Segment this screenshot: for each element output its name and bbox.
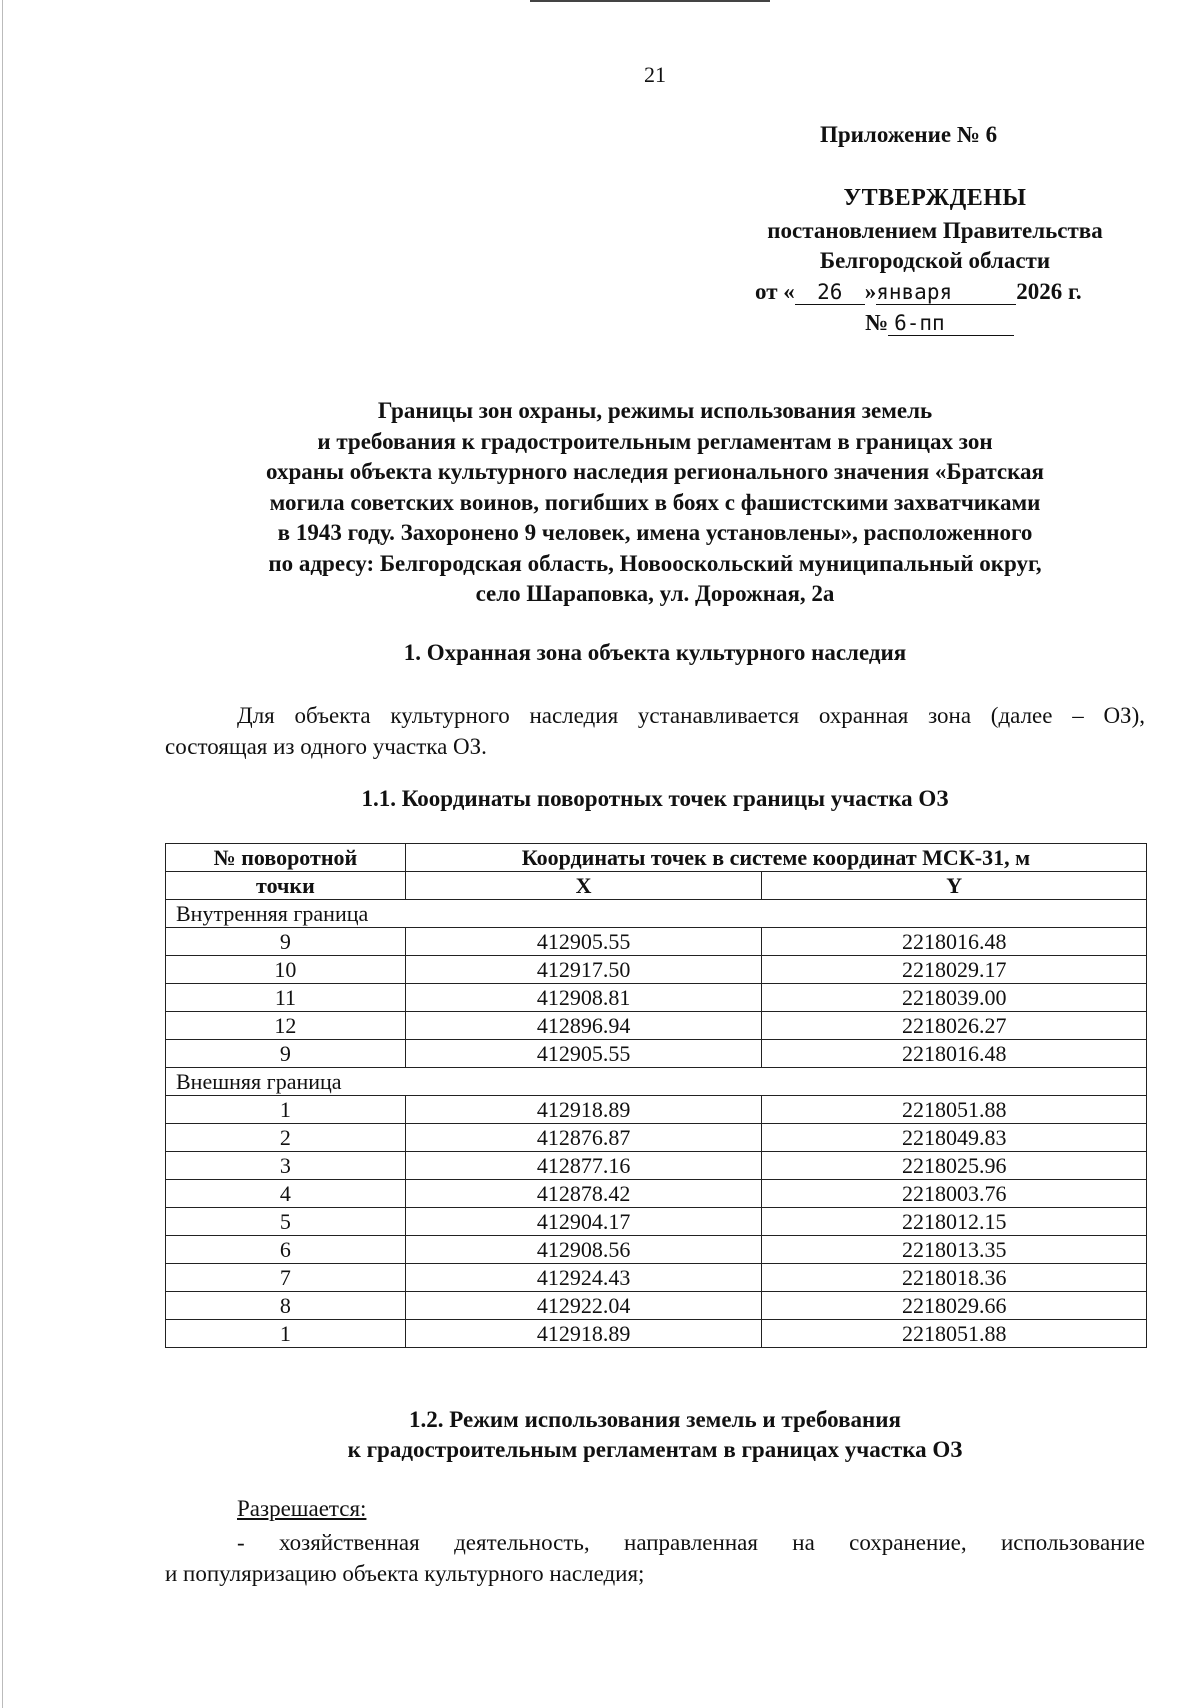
x-cell: 412922.04 (405, 1292, 762, 1320)
group-name: Внешняя граница (166, 1068, 1147, 1096)
y-cell: 2218051.88 (762, 1320, 1147, 1348)
heading-line: 1.2. Режим использования земель и требования (409, 1407, 901, 1432)
point-cell: 9 (166, 928, 406, 956)
point-cell: 11 (166, 984, 406, 1012)
y-cell: 2218018.36 (762, 1264, 1147, 1292)
point-cell: 4 (166, 1180, 406, 1208)
x-cell: 412876.87 (405, 1124, 762, 1152)
section-1-paragraph (165, 700, 1145, 762)
x-cell: 412904.17 (405, 1208, 762, 1236)
y-cell: 2218049.83 (762, 1124, 1147, 1152)
table-row (166, 1320, 1147, 1348)
point-cell: 3 (166, 1152, 406, 1180)
point-cell: 7 (166, 1264, 406, 1292)
y-cell: 2218013.35 (762, 1236, 1147, 1264)
y-cell: 2218025.96 (762, 1152, 1147, 1180)
table-row (166, 1236, 1147, 1264)
document-title (160, 396, 1150, 610)
appendix-label: Приложение № 6 (820, 122, 998, 147)
point-cell: 5 (166, 1208, 406, 1236)
header-point-number: № поворотной (166, 844, 406, 872)
y-cell: 2218039.00 (762, 984, 1147, 1012)
header-y: Y (762, 872, 1147, 900)
coordinates-table (165, 843, 1147, 1348)
y-cell: 2218016.48 (762, 928, 1147, 956)
y-cell: 2218003.76 (762, 1180, 1147, 1208)
title-line: и требования к градостроительным регламентам в границах зон (317, 428, 993, 454)
x-cell: 412905.55 (405, 928, 762, 956)
x-cell: 412908.81 (405, 984, 762, 1012)
title-line: Границы зон охраны, режимы использования земель (377, 398, 933, 423)
date-day: 26 (795, 280, 865, 305)
table-group-row (166, 900, 1147, 928)
section-1-1-heading: 1.1. Координаты поворотных точек границы участка ОЗ (361, 786, 949, 811)
allowed-item-1 (165, 1527, 1145, 1589)
header-x: X (405, 872, 762, 900)
y-cell: 2218012.15 (762, 1208, 1147, 1236)
table-row (166, 1096, 1147, 1124)
approval-line-2: Белгородской области (819, 248, 1051, 273)
point-cell: 2 (166, 1124, 406, 1152)
x-cell: 412918.89 (405, 1096, 762, 1124)
paragraph-line: и популяризацию объекта культурного наследия; (165, 1561, 645, 1586)
title-line: в 1943 году. Захоронено 9 человек, имена установлены», расположенного (277, 520, 1033, 545)
table-row (166, 1264, 1147, 1292)
point-cell: 12 (166, 1012, 406, 1040)
date-year: 2026 г. (1016, 279, 1082, 304)
table-row (166, 1124, 1147, 1152)
coordinates-table-body (166, 900, 1147, 1348)
y-cell: 2218029.17 (762, 956, 1147, 984)
heading-line: к градостроительным регламентам в границах участка ОЗ (347, 1437, 963, 1462)
number-prefix: № (865, 310, 889, 335)
table-row (166, 1292, 1147, 1320)
y-cell: 2218051.88 (762, 1096, 1147, 1124)
table-row (166, 1180, 1147, 1208)
approval-line-1: постановлением Правительства (767, 218, 1103, 243)
point-cell: 1 (166, 1320, 406, 1348)
x-cell: 412924.43 (405, 1264, 762, 1292)
approved-label: УТВЕРЖДЕНЫ (843, 185, 1027, 211)
y-cell: 2218016.48 (762, 1040, 1147, 1068)
date-month: января (876, 280, 1016, 305)
title-line: по адресу: Белгородская область, Новооскольский муниципальный округ, (268, 550, 1042, 576)
point-cell: 1 (166, 1096, 406, 1124)
title-line: могила советских воинов, погибших в боях с фашистскими захватчиками (269, 489, 1041, 515)
header-point-number-2: точки (166, 872, 406, 900)
table-row (166, 928, 1147, 956)
x-cell: 412908.56 (405, 1236, 762, 1264)
x-cell: 412917.50 (405, 956, 762, 984)
date-prefix: от « (755, 279, 795, 304)
group-name: Внутренняя граница (166, 900, 1147, 928)
title-line: охраны объекта культурного наследия регионального значения «Братская (266, 459, 1044, 484)
header-coordinates: Координаты точек в системе координат МСК-31, м (405, 844, 1146, 872)
table-row (166, 1152, 1147, 1180)
approval-number (865, 308, 1085, 338)
point-cell: 8 (166, 1292, 406, 1320)
x-cell: 412918.89 (405, 1320, 762, 1348)
point-cell: 6 (166, 1236, 406, 1264)
point-cell: 10 (166, 956, 406, 984)
x-cell: 412905.55 (405, 1040, 762, 1068)
table-row (166, 1208, 1147, 1236)
paragraph-line: - хозяйственная деятельность, направленная на сохранение, использование (237, 1530, 1145, 1555)
y-cell: 2218026.27 (762, 1012, 1147, 1040)
table-row (166, 1012, 1147, 1040)
x-cell: 412896.94 (405, 1012, 762, 1040)
y-cell: 2218029.66 (762, 1292, 1147, 1320)
table-row (166, 984, 1147, 1012)
allowed-label: Разрешается: (237, 1496, 367, 1521)
top-scan-rule (530, 0, 770, 2)
approval-date (755, 277, 1155, 307)
left-scan-edge (2, 0, 3, 1708)
number-value: 6-пп (888, 311, 1014, 336)
x-cell: 412877.16 (405, 1152, 762, 1180)
section-1-2-heading (160, 1405, 1150, 1465)
table-group-row (166, 1068, 1147, 1096)
page-number: 21 (644, 62, 666, 87)
date-mid: » (864, 279, 877, 304)
x-cell: 412878.42 (405, 1180, 762, 1208)
title-line: село Шараповка, ул. Дорожная, 2а (475, 581, 835, 606)
section-1-heading: 1. Охранная зона объекта культурного наследия (403, 640, 907, 665)
paragraph-line: состоящая из одного участка ОЗ. (165, 734, 487, 759)
table-row (166, 1040, 1147, 1068)
point-cell: 9 (166, 1040, 406, 1068)
table-row (166, 956, 1147, 984)
paragraph-line: Для объекта культурного наследия устанавливается охранная зона (далее – ОЗ), (237, 703, 1145, 728)
